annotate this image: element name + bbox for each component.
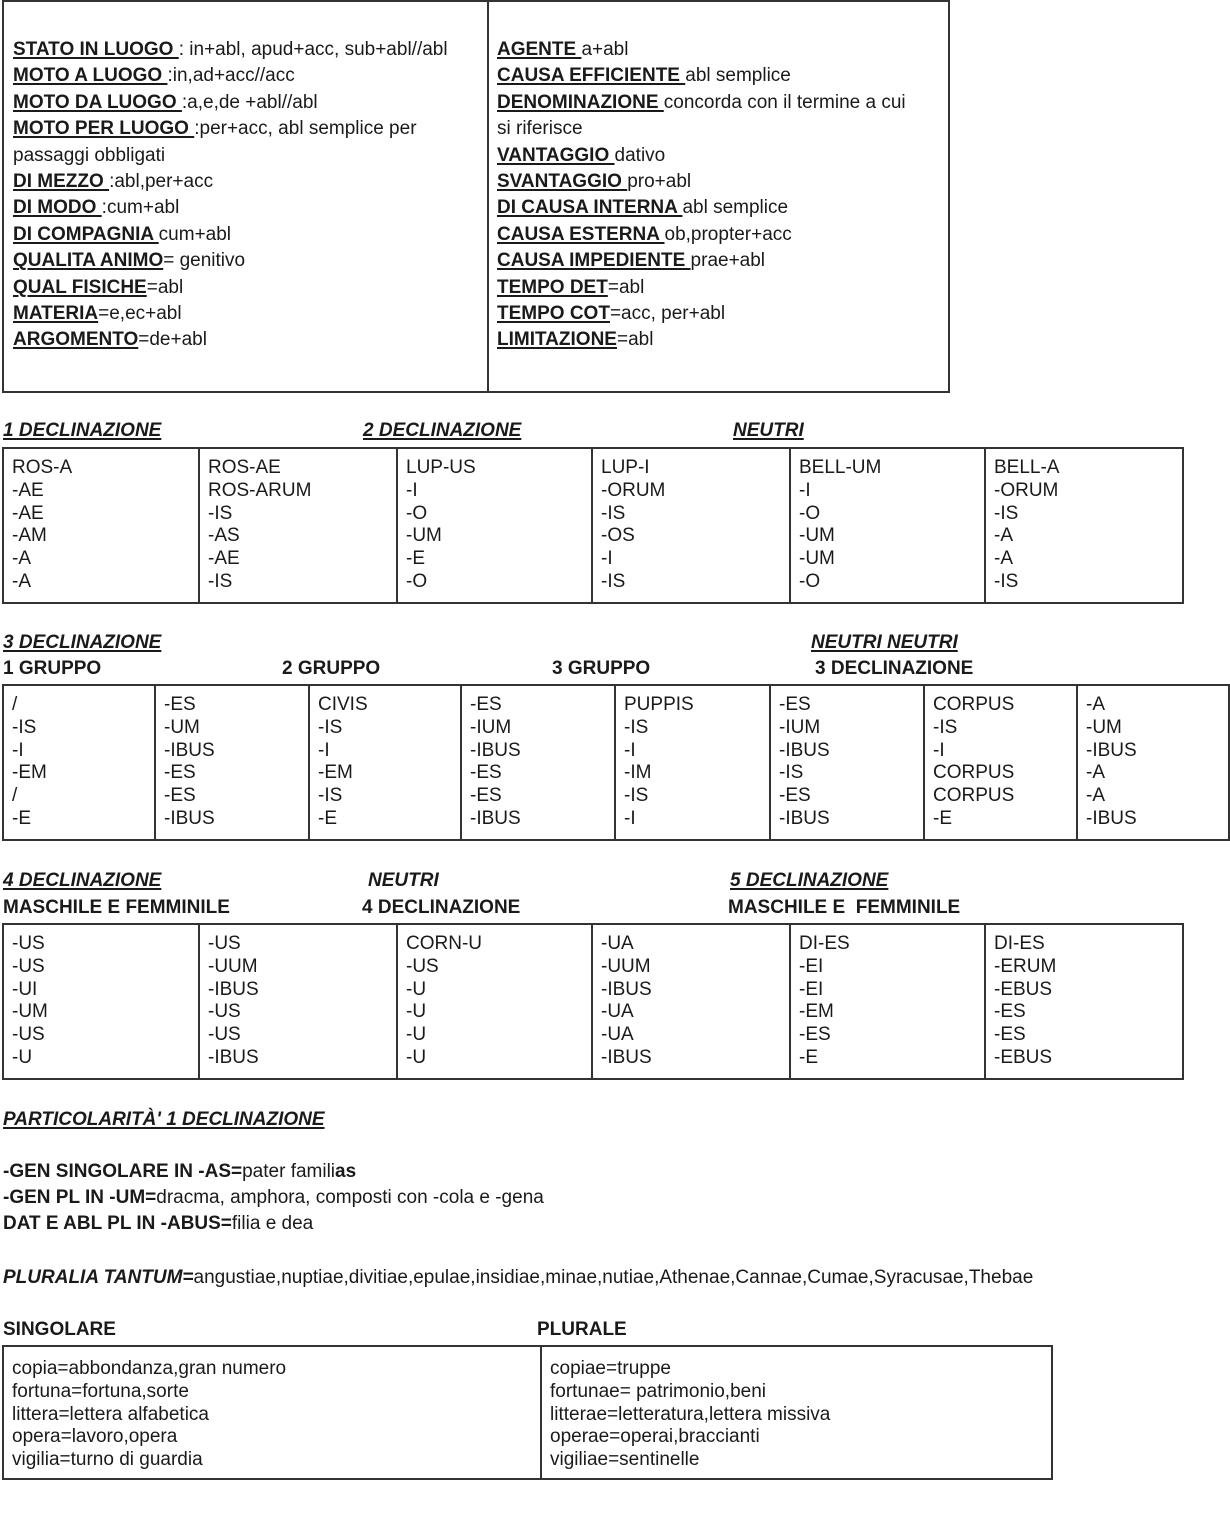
complement-left-term: STATO IN LUOGO	[13, 39, 179, 60]
decl45-ending: -ES	[994, 1001, 1026, 1023]
singolare-label: SINGOLARE	[3, 1319, 116, 1340]
complement-right-term: AGENTE	[497, 39, 582, 60]
decl3-ending: -IBUS	[1086, 807, 1137, 829]
decl12-ending: -UM	[406, 525, 442, 547]
complement-left-desc: :per+acc, abl semplice per	[194, 118, 417, 140]
decl45-ending: -ES	[994, 1024, 1026, 1046]
decl45-ending: -US	[208, 1001, 241, 1023]
decl45-ending: -ERUM	[994, 955, 1057, 977]
decl3-ending: CIVIS	[318, 694, 368, 715]
complement-right-row	[497, 275, 906, 301]
decl3-column	[309, 685, 461, 840]
decl12-ending: -OS	[601, 525, 635, 547]
plurale-label: PLURALE	[537, 1319, 627, 1340]
neutri-4-title: NEUTRI	[368, 870, 439, 891]
singolare-item: opera=lavoro,opera	[12, 1426, 178, 1448]
complement-right-desc: =abl	[616, 329, 654, 351]
decl3-ending: -IBUS	[779, 807, 830, 829]
decl45-ending: -IBUS	[601, 1046, 652, 1068]
complement-left-row	[13, 222, 448, 248]
particolarita-line2	[3, 1185, 544, 1211]
neutri-3-title: NEUTRI NEUTRI	[811, 632, 958, 653]
decl12-ending: -ORUM	[994, 479, 1059, 501]
complement-right-row	[497, 301, 906, 327]
complement-right-row	[497, 116, 906, 142]
decl12-column	[592, 448, 790, 603]
complement-left-desc: = genitivo	[163, 250, 246, 272]
decl45-ending: -UM	[12, 1001, 48, 1023]
decl45-column	[3, 924, 199, 1079]
decl45-ending: -IBUS	[208, 1046, 259, 1068]
complement-right-desc: si riferisce	[497, 118, 583, 140]
decl3-ending: -IS	[624, 785, 649, 807]
complement-right-row	[497, 37, 906, 63]
decl45-column	[199, 924, 397, 1079]
complement-right-desc: ob,propter+acc	[664, 223, 792, 245]
decl45-ending: -U	[12, 1046, 33, 1068]
gen-sing-end: as	[335, 1161, 357, 1182]
complement-right-term: TEMPO COT	[497, 303, 610, 325]
complement-right-term: DI CAUSA INTERNA	[497, 197, 683, 219]
complement-left-term: DI MODO	[13, 197, 102, 219]
complement-right-term: CAUSA ESTERNA	[497, 223, 665, 245]
complement-right-term: SVANTAGGIO	[497, 171, 628, 193]
sing-plur-table	[2, 1345, 1053, 1480]
decl3-column	[461, 685, 615, 840]
decl12-ending: -I	[799, 479, 811, 501]
complement-right-term: CAUSA EFFICIENTE	[497, 65, 686, 87]
decl3-ending: PUPPIS	[624, 694, 694, 715]
decl3-ending: -UM	[1086, 716, 1122, 738]
pluralia-label: PLURALIA TANTUM=	[3, 1267, 194, 1288]
decl12-column	[790, 448, 985, 603]
complement-left-row	[13, 63, 448, 89]
complement-right-term: VANTAGGIO	[497, 144, 615, 166]
decl45-ending: -EM	[799, 1001, 834, 1023]
decl3-ending: -ES	[470, 762, 502, 784]
singolare-item: copia=abbondanza,gran numero	[12, 1358, 287, 1379]
complements-box	[2, 0, 950, 393]
decl3-ending: -IS	[624, 716, 649, 738]
decl3-ending: -IUM	[470, 716, 512, 738]
particolarita-title: PARTICOLARITÀ' 1 DECLINAZIONE	[3, 1109, 325, 1130]
decl3-ending: -I	[624, 739, 636, 761]
decl45-ending: -E	[799, 1046, 818, 1068]
decl3-ending: CORPUS	[933, 762, 1015, 784]
decl12-ending: -UM	[799, 548, 835, 570]
decl3-ending: -E	[318, 807, 337, 829]
neutri-2-title: NEUTRI	[733, 420, 804, 441]
decl45-ending: -U	[406, 1001, 427, 1023]
complement-right-term: TEMPO DET	[497, 276, 608, 298]
decl45-ending: -US	[12, 1024, 45, 1046]
complement-right-desc: prae+abl	[690, 250, 766, 272]
decl3-ending: -IBUS	[470, 739, 521, 761]
complement-right-row	[497, 222, 906, 248]
decl3-ending: -IBUS	[470, 807, 521, 829]
particolarita-line1	[3, 1159, 356, 1185]
complement-right-desc: =acc, per+abl	[609, 303, 726, 325]
complement-left-term: MOTO DA LUOGO	[13, 91, 182, 113]
decl3-group3: 3 GRUPPO	[552, 658, 651, 679]
complement-right-desc: concorda con il termine a cui	[663, 91, 906, 113]
decl3-ending: -I	[12, 739, 24, 761]
complement-right-row	[497, 169, 906, 195]
complement-left-term: DI COMPAGNIA	[13, 223, 159, 245]
singolare-item: fortuna=fortuna,sorte	[12, 1380, 189, 1402]
decl3-ending: -E	[933, 807, 952, 829]
gen-pl-label: -GEN PL IN -UM=	[3, 1187, 157, 1208]
decl45-ending: -UA	[601, 1001, 634, 1023]
complement-right-row	[497, 327, 906, 353]
decl3-ending: -ES	[470, 785, 502, 807]
complement-right-desc: pro+abl	[627, 171, 692, 193]
complement-left-term: QUALITA ANIMO	[13, 250, 164, 272]
decl45-ending: -UA	[601, 933, 634, 954]
decl12-ending: -UM	[799, 525, 835, 547]
decl3-ending: /	[12, 785, 18, 807]
decl3-ending: -A	[1086, 694, 1105, 715]
complement-right-desc: =abl	[607, 276, 645, 298]
decl12-ending: -AE	[208, 548, 240, 570]
complement-left-desc: :a,e,de +abl//abl	[181, 91, 318, 113]
decl12-ending: BELL-UM	[799, 457, 882, 478]
decl12-column	[3, 448, 199, 603]
dat-abl-label: DAT E ABL PL IN -ABUS=	[3, 1213, 232, 1234]
decl12-ending: -IS	[994, 570, 1019, 592]
decl3-ending: -I	[933, 739, 945, 761]
decl3-ending: -IS	[318, 716, 343, 738]
decl45-column	[397, 924, 592, 1079]
decl45-ending: -U	[406, 1024, 427, 1046]
decl45-ending: CORN-U	[406, 933, 482, 954]
decl3-ending: -IBUS	[1086, 739, 1137, 761]
decl5-sub: MASCHILE E FEMMINILE	[728, 897, 961, 918]
decl3-column	[770, 685, 924, 840]
complement-right-term: CAUSA IMPEDIENTE	[497, 250, 691, 272]
complement-left-desc: =e,ec+abl	[98, 303, 182, 325]
complement-left-row	[13, 195, 448, 221]
decl12-ending: -A	[994, 525, 1013, 547]
complement-right-desc: abl semplice	[685, 65, 791, 87]
decl3-column	[924, 685, 1077, 840]
gen-sing-label: -GEN SINGOLARE IN -AS=	[3, 1161, 243, 1182]
decl45-ending: -U	[406, 978, 427, 1000]
decl12-ending: -A	[994, 548, 1013, 570]
decl3-ending: -A	[1086, 785, 1105, 807]
decl3-column	[3, 685, 155, 840]
singolare-cell	[3, 1346, 541, 1479]
complement-right-term: DENOMINAZIONE	[497, 91, 664, 113]
gen-pl-text: dracma, amphora, composti con -cola e -gena	[156, 1187, 544, 1208]
decl45-column	[790, 924, 985, 1079]
pluralia-line	[3, 1265, 1080, 1291]
decl3-column	[155, 685, 309, 840]
decl3-title: 3 DECLINAZIONE	[3, 632, 162, 653]
decl3-ending: -IS	[318, 785, 343, 807]
decl12-ending: -O	[406, 570, 428, 592]
plurale-item: litterae=letteratura,lettera missiva	[550, 1403, 831, 1425]
complement-right-desc: dativo	[614, 144, 666, 166]
decl12-ending: -AS	[208, 525, 240, 547]
decl4-title: 4 DECLINAZIONE	[3, 870, 162, 891]
decl3-ending: -ES	[164, 785, 196, 807]
complement-right-desc: a+abl	[581, 39, 629, 60]
neutri-3-sub: 3 DECLINAZIONE	[815, 658, 974, 679]
decl3-ending: -IBUS	[779, 739, 830, 761]
gen-sing-text: pater famili	[242, 1161, 336, 1182]
particolarita-line3	[3, 1211, 313, 1237]
decl12-ending: -E	[406, 548, 425, 570]
decl45-ending: -UUM	[601, 955, 651, 977]
decl12-ending: -IS	[208, 570, 233, 592]
complements-right-list	[497, 37, 906, 354]
decl1-title: 1 DECLINAZIONE	[3, 420, 162, 441]
singolare-item: vigilia=turno di guardia	[12, 1449, 203, 1471]
complement-left-desc: passaggi obbligati	[13, 144, 166, 166]
decl45-ending: DI-ES	[799, 933, 850, 954]
complement-left-row	[13, 248, 448, 274]
complement-right-row	[497, 195, 906, 221]
complement-left-term: DI MEZZO	[13, 171, 110, 193]
plurale-item: copiae=truppe	[550, 1358, 671, 1379]
decl45-ending: -UI	[12, 978, 38, 1000]
decl12-ending: ROS-ARUM	[208, 479, 312, 501]
decl3-ending: -IM	[624, 762, 652, 784]
decl12-ending: -ORUM	[601, 479, 666, 501]
complement-right-term: LIMITAZIONE	[497, 329, 617, 351]
decl45-ending: -ES	[799, 1024, 831, 1046]
decl12-column	[985, 448, 1183, 603]
plurale-item: vigiliae=sentinelle	[550, 1449, 700, 1471]
pluralia-text: angustiae,nuptiae,divitiae,epulae,insidiae,minae,nutiae,Athenae,Cannae,Cumae,Syracusae,Thebae	[193, 1267, 1034, 1288]
complement-left-term: MOTO PER LUOGO	[13, 118, 195, 140]
complement-left-row	[13, 143, 448, 169]
decl12-ending: -O	[406, 502, 428, 524]
complement-left-row	[13, 169, 448, 195]
complements-divider	[487, 2, 489, 391]
decl3-ending: -E	[12, 807, 31, 829]
decl45-ending: -EI	[799, 978, 824, 1000]
decl12-ending: -A	[12, 570, 31, 592]
decl3-ending: -IUM	[779, 716, 821, 738]
decl12-ending: -AM	[12, 525, 47, 547]
decl12-ending: -AE	[12, 479, 44, 501]
decl3-ending: -ES	[779, 785, 811, 807]
decl3-ending: -ES	[779, 694, 811, 715]
plurale-item: fortunae= patrimonio,beni	[550, 1380, 767, 1402]
decl3-ending: -IS	[933, 716, 958, 738]
complements-left-list	[13, 37, 448, 354]
complement-left-desc: :cum+abl	[101, 197, 180, 219]
complement-left-term: MATERIA	[13, 303, 99, 325]
decl12-column	[199, 448, 397, 603]
decl3-ending: CORPUS	[933, 694, 1015, 715]
decl45-ending: -IBUS	[601, 978, 652, 1000]
decl3-group2: 2 GRUPPO	[282, 658, 381, 679]
complement-left-term: MOTO A LUOGO	[13, 65, 168, 87]
decl3-ending: -IS	[12, 716, 37, 738]
decl12-ending: LUP-US	[406, 457, 476, 478]
decl12-ending: -IS	[994, 502, 1019, 524]
decl3-ending: -IS	[779, 762, 804, 784]
decl2-title: 2 DECLINAZIONE	[363, 420, 522, 441]
plurale-item: operae=operai,braccianti	[550, 1426, 760, 1448]
decl5-title: 5 DECLINAZIONE	[730, 870, 889, 891]
complement-left-row	[13, 116, 448, 142]
decl12-ending: BELL-A	[994, 457, 1060, 478]
decl12-column	[397, 448, 592, 603]
decl45-ending: -US	[406, 955, 439, 977]
complement-left-desc: =de+abl	[138, 329, 207, 351]
decl12-ending: ROS-A	[12, 457, 73, 478]
complement-left-row	[13, 301, 448, 327]
complement-left-row	[13, 275, 448, 301]
decl3-ending: -A	[1086, 762, 1105, 784]
complement-left-term: QUAL FISICHE	[13, 276, 147, 298]
decl3-ending: -EM	[12, 762, 47, 784]
complement-left-term: ARGOMENTO	[13, 329, 139, 351]
neutri-4-sub: 4 DECLINAZIONE	[362, 897, 521, 918]
decl3-ending: CORPUS	[933, 785, 1015, 807]
complement-left-row	[13, 37, 448, 63]
complement-right-row	[497, 143, 906, 169]
complement-right-row	[497, 248, 906, 274]
singolare-item: littera=lettera alfabetica	[12, 1403, 209, 1425]
decl3-group1: 1 GRUPPO	[3, 658, 102, 679]
plurale-cell	[541, 1346, 1052, 1479]
decl3-ending: -I	[318, 739, 330, 761]
complement-left-desc: cum+abl	[158, 223, 232, 245]
decl12-ending: -O	[799, 570, 821, 592]
decl45-ending: -US	[208, 933, 241, 954]
decl45-column	[592, 924, 790, 1079]
complement-left-desc: =abl	[146, 276, 184, 298]
decl3-ending: -ES	[164, 762, 196, 784]
decl3-ending: /	[12, 694, 18, 715]
decl45-ending: -EBUS	[994, 978, 1053, 1000]
complement-right-row	[497, 63, 906, 89]
decl45-ending: -IBUS	[208, 978, 259, 1000]
decl12-ending: -O	[799, 502, 821, 524]
decl12-ending: -AE	[12, 502, 44, 524]
decl45-ending: -US	[12, 933, 45, 954]
decl3-ending: -EM	[318, 762, 353, 784]
decl12-ending: -A	[12, 548, 31, 570]
decl45-column	[985, 924, 1183, 1079]
complement-left-row	[13, 90, 448, 116]
decl12-ending: -IS	[601, 502, 626, 524]
decl3-ending: -IBUS	[164, 807, 215, 829]
decl3-ending: -UM	[164, 716, 200, 738]
decl45-ending: -US	[12, 955, 45, 977]
complement-right-desc: abl semplice	[682, 197, 789, 219]
decl12-ending: -I	[601, 548, 613, 570]
decl12-ending: LUP-I	[601, 457, 650, 478]
decl3-column	[615, 685, 770, 840]
decl45-ending: -UA	[601, 1024, 634, 1046]
decl3-ending: -ES	[470, 694, 502, 715]
complement-left-desc: :abl,per+acc	[109, 171, 214, 193]
decl12-ending: -IS	[601, 570, 626, 592]
decl45-ending: -US	[208, 1024, 241, 1046]
decl45-table	[2, 923, 1184, 1080]
decl45-ending: -U	[406, 1046, 427, 1068]
decl3-ending: -I	[624, 807, 636, 829]
decl3-column	[1077, 685, 1229, 840]
complement-left-desc: : in+abl, apud+acc, sub+abl//abl	[178, 39, 448, 60]
decl3-table	[2, 684, 1230, 841]
decl3-ending: -IBUS	[164, 739, 215, 761]
decl45-ending: -EBUS	[994, 1046, 1053, 1068]
decl45-ending: -EI	[799, 955, 824, 977]
decl12-ending: -IS	[208, 502, 233, 524]
complement-right-row	[497, 90, 906, 116]
complement-left-row	[13, 327, 448, 353]
decl45-ending: DI-ES	[994, 933, 1045, 954]
decl12-table	[2, 447, 1184, 604]
decl4-sub: MASCHILE E FEMMINILE	[3, 897, 230, 918]
dat-abl-text: filia e dea	[231, 1213, 314, 1234]
decl12-ending: -I	[406, 479, 418, 501]
complement-left-desc: :in,ad+acc//acc	[167, 65, 295, 87]
decl12-ending: ROS-AE	[208, 457, 281, 478]
decl3-ending: -ES	[164, 694, 196, 715]
decl45-ending: -UUM	[208, 955, 258, 977]
